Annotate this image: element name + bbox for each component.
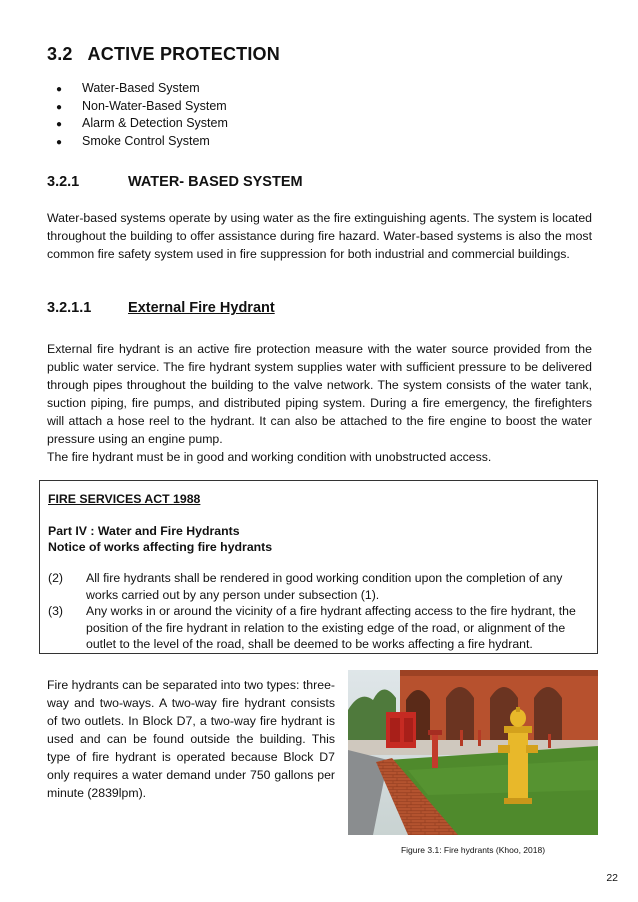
clause-number: (3) (48, 604, 64, 618)
bullet-icon: ● (56, 84, 63, 95)
paragraph-water-based: Water-based systems operate by using water as the fire extinguishing agents. The system is located throughout the building to offer assistance during fire hazard. Water-based systems is also the most common fire safety system used in fire suppression for both industrial and commercial buildings. (47, 211, 592, 261)
paragraph-external-hydrant (47, 340, 592, 466)
act-part-title: Part IV : Water and Fire Hydrants (48, 524, 240, 538)
act-notice-title: Notice of works affecting fire hydrants (48, 540, 273, 554)
paragraph-last-line: The fire hydrant must be in good and working condition with unobstructed access. (47, 450, 492, 464)
section-number: 3.2 (47, 44, 73, 64)
act-excerpt-box (39, 480, 598, 654)
subsubsection-title: External Fire Hydrant (128, 300, 275, 316)
section-heading (47, 44, 280, 65)
list-item: ● Alarm & Detection System (56, 115, 228, 133)
figure-caption: Figure 3.1: Fire hydrants (Khoo, 2018) (400, 845, 546, 855)
paragraph-body: External fire hydrant is an active fire protection measure with the water source provided from the public water service. The fire hydrant system supplies water with sufficient pressure to be delivered through pipes throughout the building to the valve network. The system consists of the water tank, suction piping, fire pumps, and distributed piping system. During a fire emergency, the firefighters will attach a hose reel to the hydrant. It can also be attached to the fire engine to boost the water pressure using an engine pump. (47, 342, 592, 446)
bullet-list (56, 80, 228, 150)
act-clause (48, 603, 593, 653)
subsection-heading (47, 174, 303, 190)
bullet-icon: ● (56, 136, 63, 148)
act-clause (48, 570, 593, 603)
list-item: ● Smoke Control System (56, 133, 228, 151)
subsubsection-heading (47, 300, 275, 316)
subsection-title: WATER- BASED SYSTEM (128, 174, 303, 190)
list-item: ● Water-Based System (56, 80, 228, 98)
subsubsection-number: 3.2.1.1 (47, 300, 92, 316)
list-item: ● Non-Water-Based System (56, 98, 228, 116)
paragraph-hydrant-types: Fire hydrants can be separated into two types: three-way and two-ways. A two-way fire hydrant consists of two outlets. In Block D7, a two-way fire hydrant is used and can be found outside the building. This type of fire hydrant is operated because Block D7 only requires a water demand under 750 gallons per minute (2839lpm). (47, 678, 335, 800)
clause-number: (2) (48, 571, 64, 585)
page-number: 22 (606, 872, 618, 884)
clause-text: All fire hydrants shall be rendered in good working condition upon the completion of any works carried out by any person under subsection (1). (86, 571, 563, 602)
act-title: FIRE SERVICES ACT 1988 (48, 492, 201, 506)
bullet-icon: ● (56, 101, 63, 113)
section-title: ACTIVE PROTECTION (87, 44, 280, 64)
clause-text: Any works in or around the vicinity of a fire hydrant affecting access to the fire hydrant, the position of the fire hydrant in relation to the existing edge of the road, or alignment of the outlet to the level of the road, shall be deemed to be works affecting a fire hydrant. (86, 604, 576, 651)
fire-hydrant-photo (348, 670, 598, 835)
act-part (48, 523, 272, 555)
bullet-icon: ● (56, 119, 63, 131)
subsection-number: 3.2.1 (47, 174, 80, 190)
